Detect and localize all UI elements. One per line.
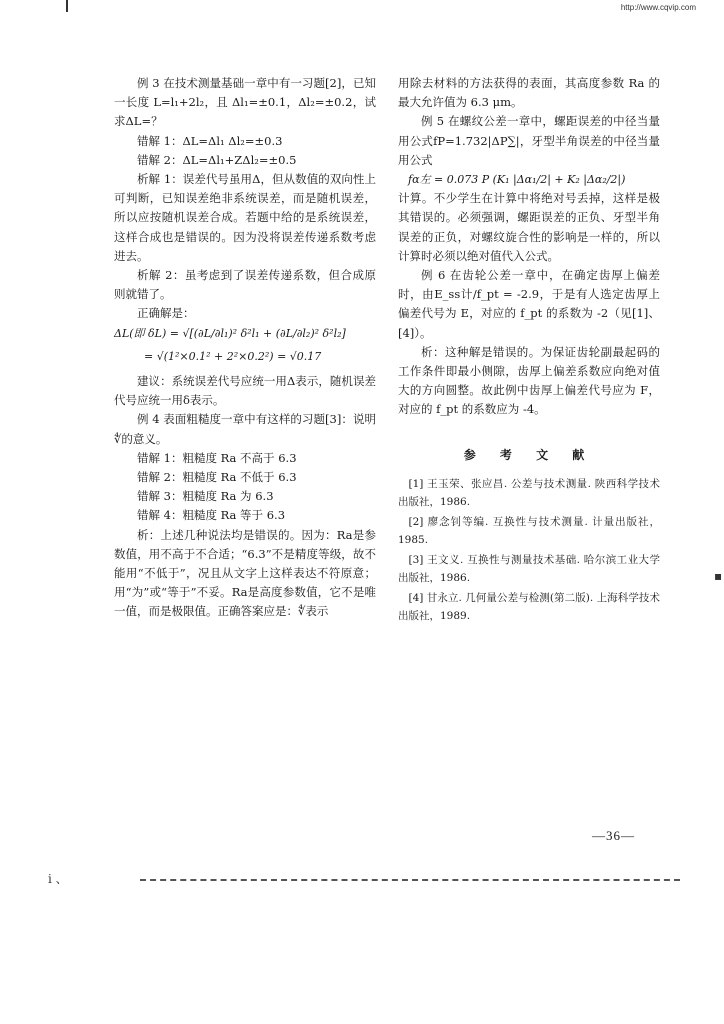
- references-list: [398, 475, 660, 625]
- reference-item: [4] 甘永立. 几何量公差与检测(第二版). 上海科学技术出版社，1989.: [398, 591, 660, 622]
- reference-item: [3] 王文义. 互换性与测量技术基础. 哈尔滨工业大学出版社，1986.: [398, 553, 660, 584]
- example-4-intro: 例 4 表面粗糙度一章中有这样的习题[3]：说明∜的意义。: [114, 412, 376, 446]
- footer-rule: [140, 879, 680, 881]
- example-5-intro: 例 5 在螺纹公差一章中，螺距误差的中径当量用公式fP=1.732|ΔP∑|，牙型半角误差的中径当量用公式: [398, 114, 660, 167]
- page-number: —36—: [592, 828, 635, 843]
- correct-solution-label: 正确解是：: [137, 306, 195, 321]
- equation-half-angle: fα左 = 0.073 P (K₁ |Δα₁/2| + K₂ |Δα₂/2|): [408, 173, 626, 187]
- wrong-solution-1: 错解 1：ΔL=Δl₁ Δl₂=±0.3: [137, 133, 283, 148]
- equation-result: = √(1²×0.1² + 2²×0.2²) = √0.17: [144, 349, 322, 363]
- example-5-analysis: 计算。不少学生在计算中将绝对号丢掉，这样是极其错误的。必须强调，螺距误差的正负、牙型半角误差的正负，对螺纹旋合性的影响是一样的，所以计算时必须以绝对值代入公式。: [398, 191, 660, 263]
- example-6-analysis: 析：这种解是错误的。为保证齿轮副最起码的工作条件即最小侧隙，齿厚上偏差系数应向绝对值大的方向圆整。故此例中齿厚上偏差代号应为 F，对应的 f_pt 的系数应为 -4。: [398, 344, 660, 417]
- scan-mark: [66, 0, 68, 12]
- reference-item: [1] 王玉荣、张应昌. 公差与技术测量. 陕西科学技术出版社，1986.: [398, 477, 660, 508]
- example-6-intro: 例 6 在齿轮公差一章中，在确定齿厚上偏差时，由E_ss计/f_pt = -2.9，于是有人选定齿厚上偏差代号为 E，对应的 f_pt 的系数为 -2（见[1]、[4]）。: [398, 268, 660, 340]
- analysis-example-4: 析：上述几种说法均是错误的。因为：Ra是参数值，用不高于不合适；“6.3”不是精度等级，故不能用“不低于”，况且从文字上这样表达不符原意；用“为”或“等于”不妥。Ra是高度参数值，它不是唯一值，而是极限值。正确答案应是：∜表示: [114, 527, 376, 619]
- scan-mark: ⅰ 、: [48, 872, 68, 886]
- wrong-answer-4: 错解 4：粗糙度 Ra 等于 6.3: [137, 508, 286, 523]
- wrong-solution-2: 错解 2：ΔL=Δl₁+ZΔl₂=±0.5: [137, 152, 297, 167]
- left-column: [114, 74, 376, 622]
- example-3-intro: 例 3 在技术测量基础一章中有一习题[2]，已知一长度 L=l₁+2l₂，且 Δl₁=±0.1，Δl₂=±0.2，试求ΔL=？: [114, 76, 376, 129]
- analysis-2: 析解 2：虽考虑到了误差传递系数，但合成原则就错了。: [114, 268, 376, 302]
- references-heading: 参 考 文 献: [463, 447, 595, 462]
- example-4-continued: 用除去材料的方法获得的表面，其高度参数 Ra 的最大允许值为 6.3 μm。: [398, 76, 660, 110]
- wrong-answer-3: 错解 3：粗糙度 Ra 为 6.3: [137, 489, 274, 504]
- source-url: http://www.cqvip.com: [620, 3, 696, 12]
- right-column: [398, 74, 660, 627]
- reference-item: [2] 廖念钊等编. 互换性与技术测量. 计量出版社，1985.: [398, 515, 660, 546]
- analysis-1: 析解 1：误差代号虽用Δ，但从数值的双向性上可判断，已知误差绝非系统误差，而是随机误差，所以应按随机误差合成。若题中给的是系统误差，这样合成也是错误的。因为没将误差传递系数考虑进去。: [114, 172, 376, 263]
- equation-error-propagation: ΔL(即 δL) = √[(∂L/∂l₁)² δ²l₁ + (∂L/∂l₂)² δ²l₂]: [114, 326, 346, 340]
- suggestion: 建议：系统误差代号应统一用Δ表示，随机误差代号应统一用δ表示。: [114, 374, 376, 408]
- scan-mark: ▪: [714, 569, 723, 583]
- wrong-answer-1: 错解 1：粗糙度 Ra 不高于 6.3: [137, 450, 297, 465]
- wrong-answer-2: 错解 2：粗糙度 Ra 不低于 6.3: [137, 470, 297, 485]
